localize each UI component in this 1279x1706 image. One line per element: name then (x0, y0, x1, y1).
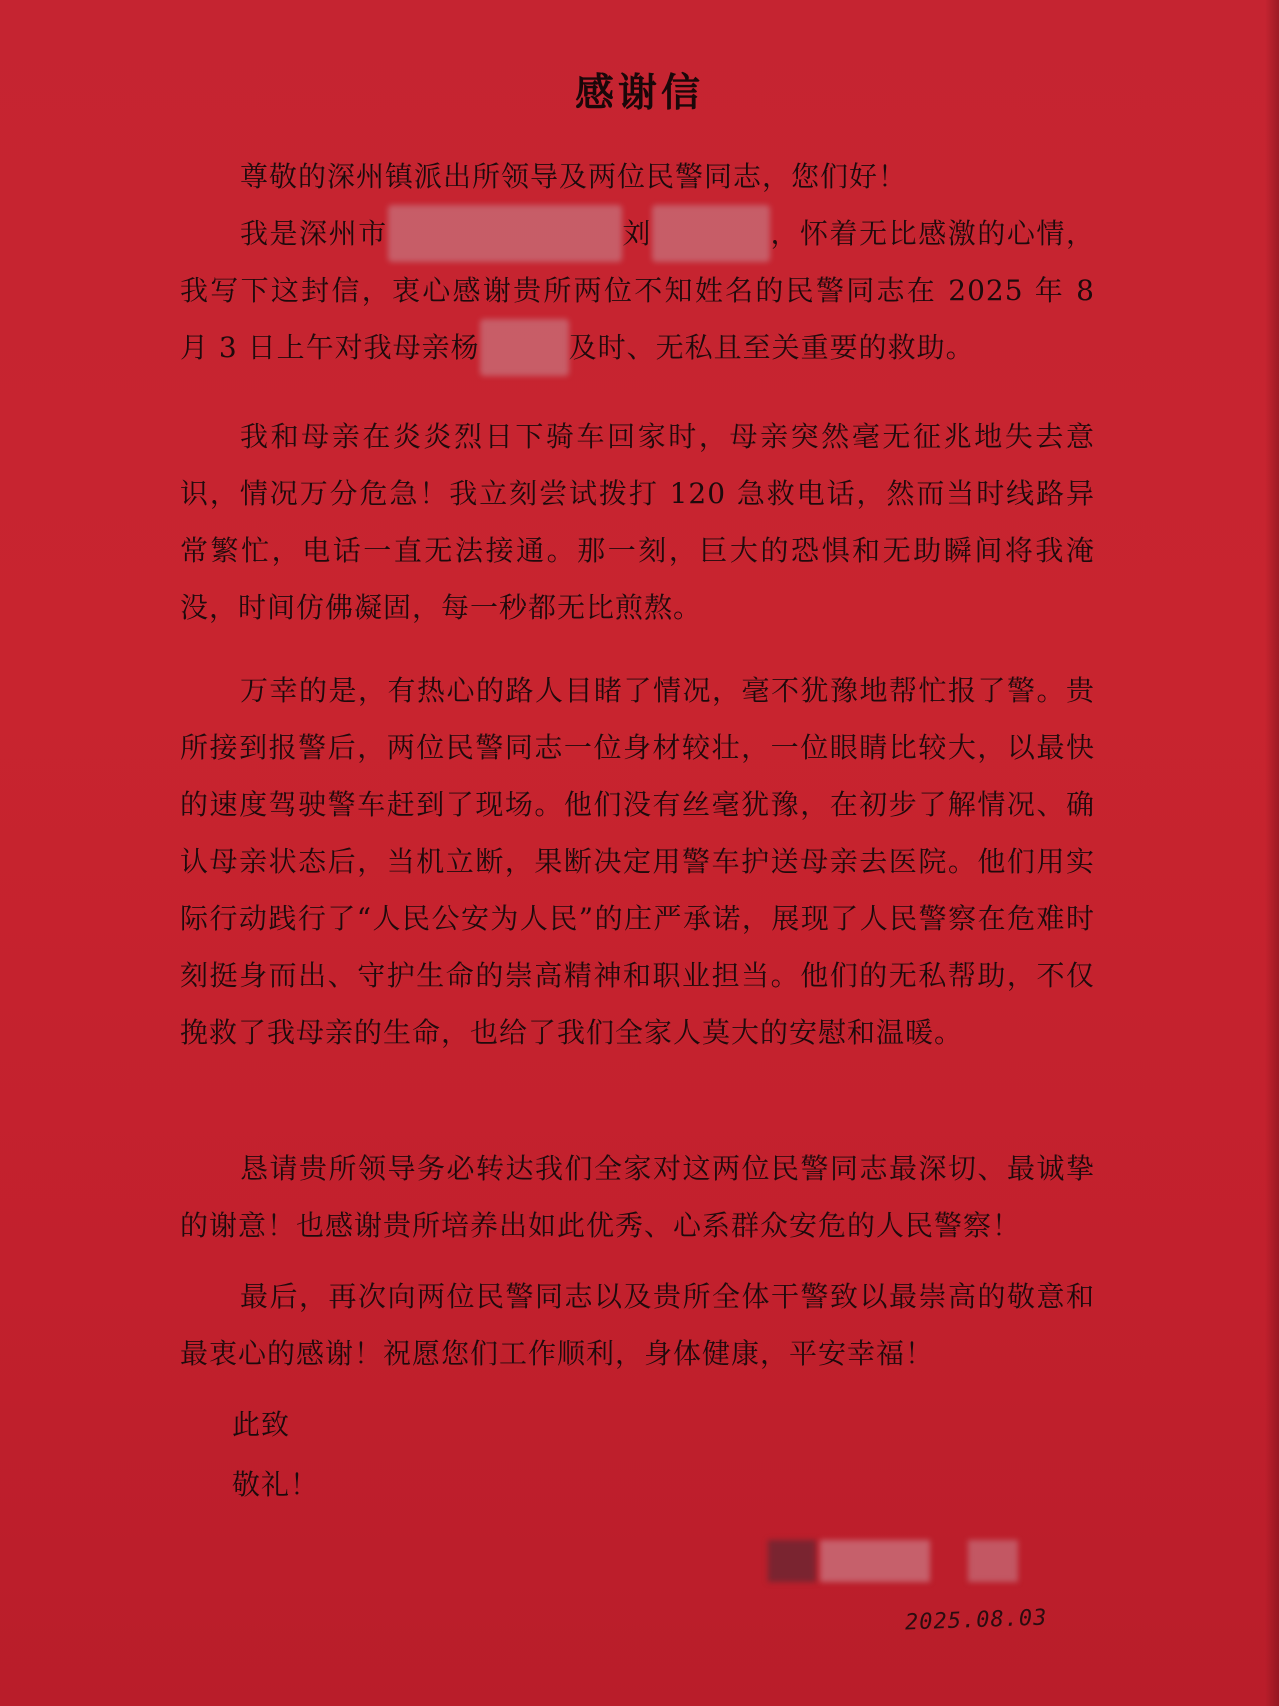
paragraph-5-text: 最后，再次向两位民警同志以及贵所全体干警致以最崇高的敬意和最衷心的感谢！祝愿您们工作顺利，身体健康，平安幸福！ (180, 1280, 1095, 1370)
paragraph-4 (180, 1140, 1095, 1254)
paragraph-4-text: 恳请贵所领导务必转达我们全家对这两位民警同志最深切、最诚挚的谢意！也感谢贵所培养出如此优秀、心系群众安危的人民警察！ (180, 1152, 1095, 1242)
paragraph-1-part-b: 刘 (621, 217, 652, 250)
paragraph-1 (180, 205, 1095, 376)
redacted-signature (768, 1540, 1018, 1582)
signature-redaction-light-2 (968, 1540, 1018, 1582)
redacted-address (388, 205, 622, 262)
paragraph-1-part-c: ，怀着无比感激的心情，我写下这封信，衷心感谢贵所两位不知姓名的民警同志在 2025 年 8 月 3 日上午对我母亲杨 (180, 217, 1095, 364)
signature-redaction-dark (768, 1540, 816, 1582)
paragraph-2 (180, 408, 1095, 636)
signature-redaction-light (820, 1540, 930, 1582)
redacted-mother-name (480, 319, 569, 376)
redacted-name (652, 205, 770, 262)
letter-greeting: 尊敬的深州镇派出所领导及两位民警同志，您们好！ (240, 160, 908, 193)
closing-ci-zhi: 此致 (232, 1408, 291, 1441)
paragraph-3 (180, 662, 1095, 1061)
handwritten-date: 2025.08.03 (904, 1605, 1048, 1636)
closing-jing-li: 敬礼！ (232, 1468, 320, 1501)
paragraph-2-text: 我和母亲在炎炎烈日下骑车回家时，母亲突然毫无征兆地失去意识，情况万分危急！我立刻尝试拨打 120 急救电话，然而当时线路异常繁忙，电话一直无法接通。那一刻，巨大的恐惧和无助瞬间将我淹没，时间仿佛凝固，每一秒都无比煎熬。 (180, 420, 1095, 624)
letter-title: 感谢信 (574, 71, 704, 116)
paragraph-3-text: 万幸的是，有热心的路人目睹了情况，毫不犹豫地帮忙报了警。贵所接到报警后，两位民警同志一位身材较壮，一位眼睛比较大，以最快的速度驾驶警车赶到了现场。他们没有丝毫犹豫，在初步了解情况、确认母亲状态后，当机立断，果断决定用警车护送母亲去医院。他们用实际行动践行了“人民公安为人民”的庄严承诺，展现了人民警察在危难时刻挺身而出、守护生命的崇高精神和职业担当。他们的无私帮助，不仅挽救了我母亲的生命，也给了我们全家人莫大的安慰和温暖。 (180, 674, 1095, 1049)
paragraph-5 (180, 1268, 1095, 1382)
paragraph-1-part-d: 及时、无私且至关重要的救助。 (568, 331, 975, 364)
paragraph-1-part-a: 我是深州市 (240, 217, 388, 250)
